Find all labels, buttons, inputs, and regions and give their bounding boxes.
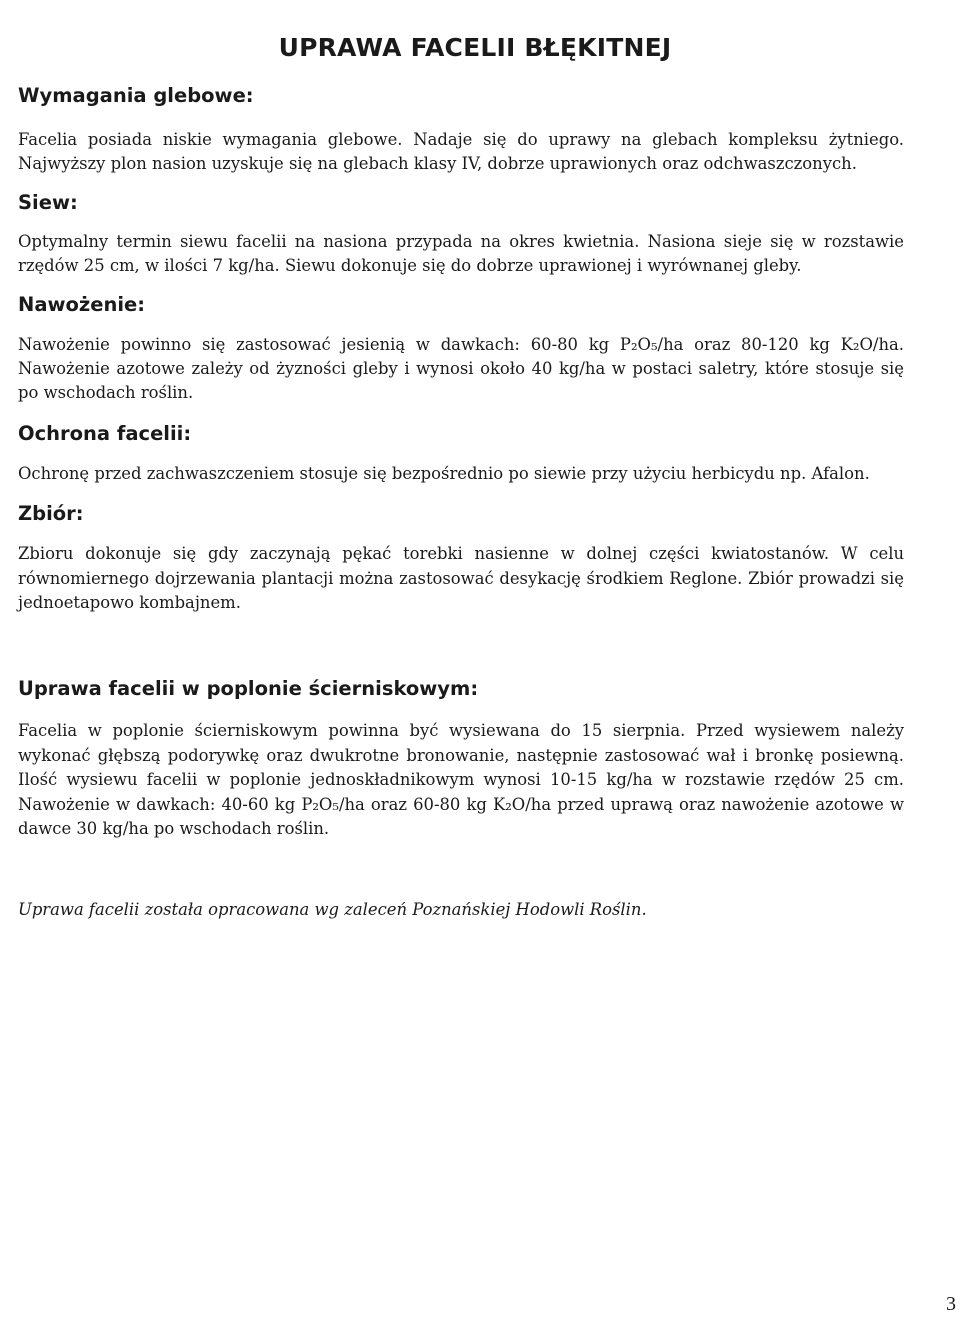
source-note: Uprawa facelii została opracowana wg zaleceń Poznańskiej Hodowli Roślin. [18, 899, 647, 919]
section-text-stubble-catch-crop: Facelia w poplonie ścierniskowym powinna być wysiewana do 15 sierpnia. Przed wysiewem należy wykonać głębszą podorywkę oraz dwukrotne bronowanie, następnie zastosować wał i bronkę posiewną. Ilość wysiewu facelii w poplonie jednoskładnikowym wynosi 10-15 kg/ha w rozstawie rzędów 25 cm. Nawożenie w dawkach: 40-60 kg P₂O₅/ha oraz 60-80 kg K₂O/ha przed uprawą oraz nawożenie azotowe w dawce 30 kg/ha po wschodach roślin. [18, 721, 904, 839]
section-heading-fertilization: Nawożenie: [18, 292, 146, 316]
section-text-sowing: Optymalny termin siewu facelii na nasiona przypada na okres kwietnia. Nasiona sieje się w rozstawie rzędów 25 cm, w ilości 7 kg/ha. Siewu dokonuje się do dobrze uprawionej i wyrównanej gleby. [18, 231, 904, 276]
section-text-soil: Facelia posiada niskie wymagania glebowe. Nadaje się do uprawy na glebach kompleksu żytniego. Najwyższy plon nasion uzyskuje się na glebach klasy IV, dobrze uprawionych oraz odchwaszczonych. [18, 130, 904, 174]
section-heading-sowing: Siew: [18, 190, 78, 214]
page-number: 3 [946, 1293, 956, 1315]
page-title: UPRAWA FACELII BŁĘKITNEJ [278, 33, 672, 62]
section-heading-harvest: Zbiór: [18, 502, 84, 526]
section-heading-soil: Wymagania glebowe: [18, 84, 254, 107]
section-text-fertilization: Nawożenie powinno się zastosować jesienią w dawkach: 60-80 kg P₂O₅/ha oraz 80-120 kg K₂O/ha. Nawożenie azotowe zależy od żyzności gleby i wynosi około 40 kg/ha w postaci saletry, które stosuje się po wschodach roślin. [18, 334, 904, 403]
section-heading-protection: Ochrona facelii: [18, 421, 192, 445]
document-page [18, 30, 904, 922]
section-text-protection: Ochronę przed zachwaszczeniem stosuje się bezpośrednio po siewie przy użyciu herbicydu np. Afalon. [18, 463, 870, 483]
section-heading-stubble-catch-crop: Uprawa facelii w poplonie ścierniskowym: [18, 677, 479, 701]
section-text-harvest: Zbioru dokonuje się gdy zaczynają pękać torebki nasienne w dolnej części kwiatostanów. W celu równomiernego dojrzewania plantacji można zastosować desykację środkiem Reglone. Zbiór prowadzi się jednoetapowo kombajnem. [18, 544, 904, 613]
